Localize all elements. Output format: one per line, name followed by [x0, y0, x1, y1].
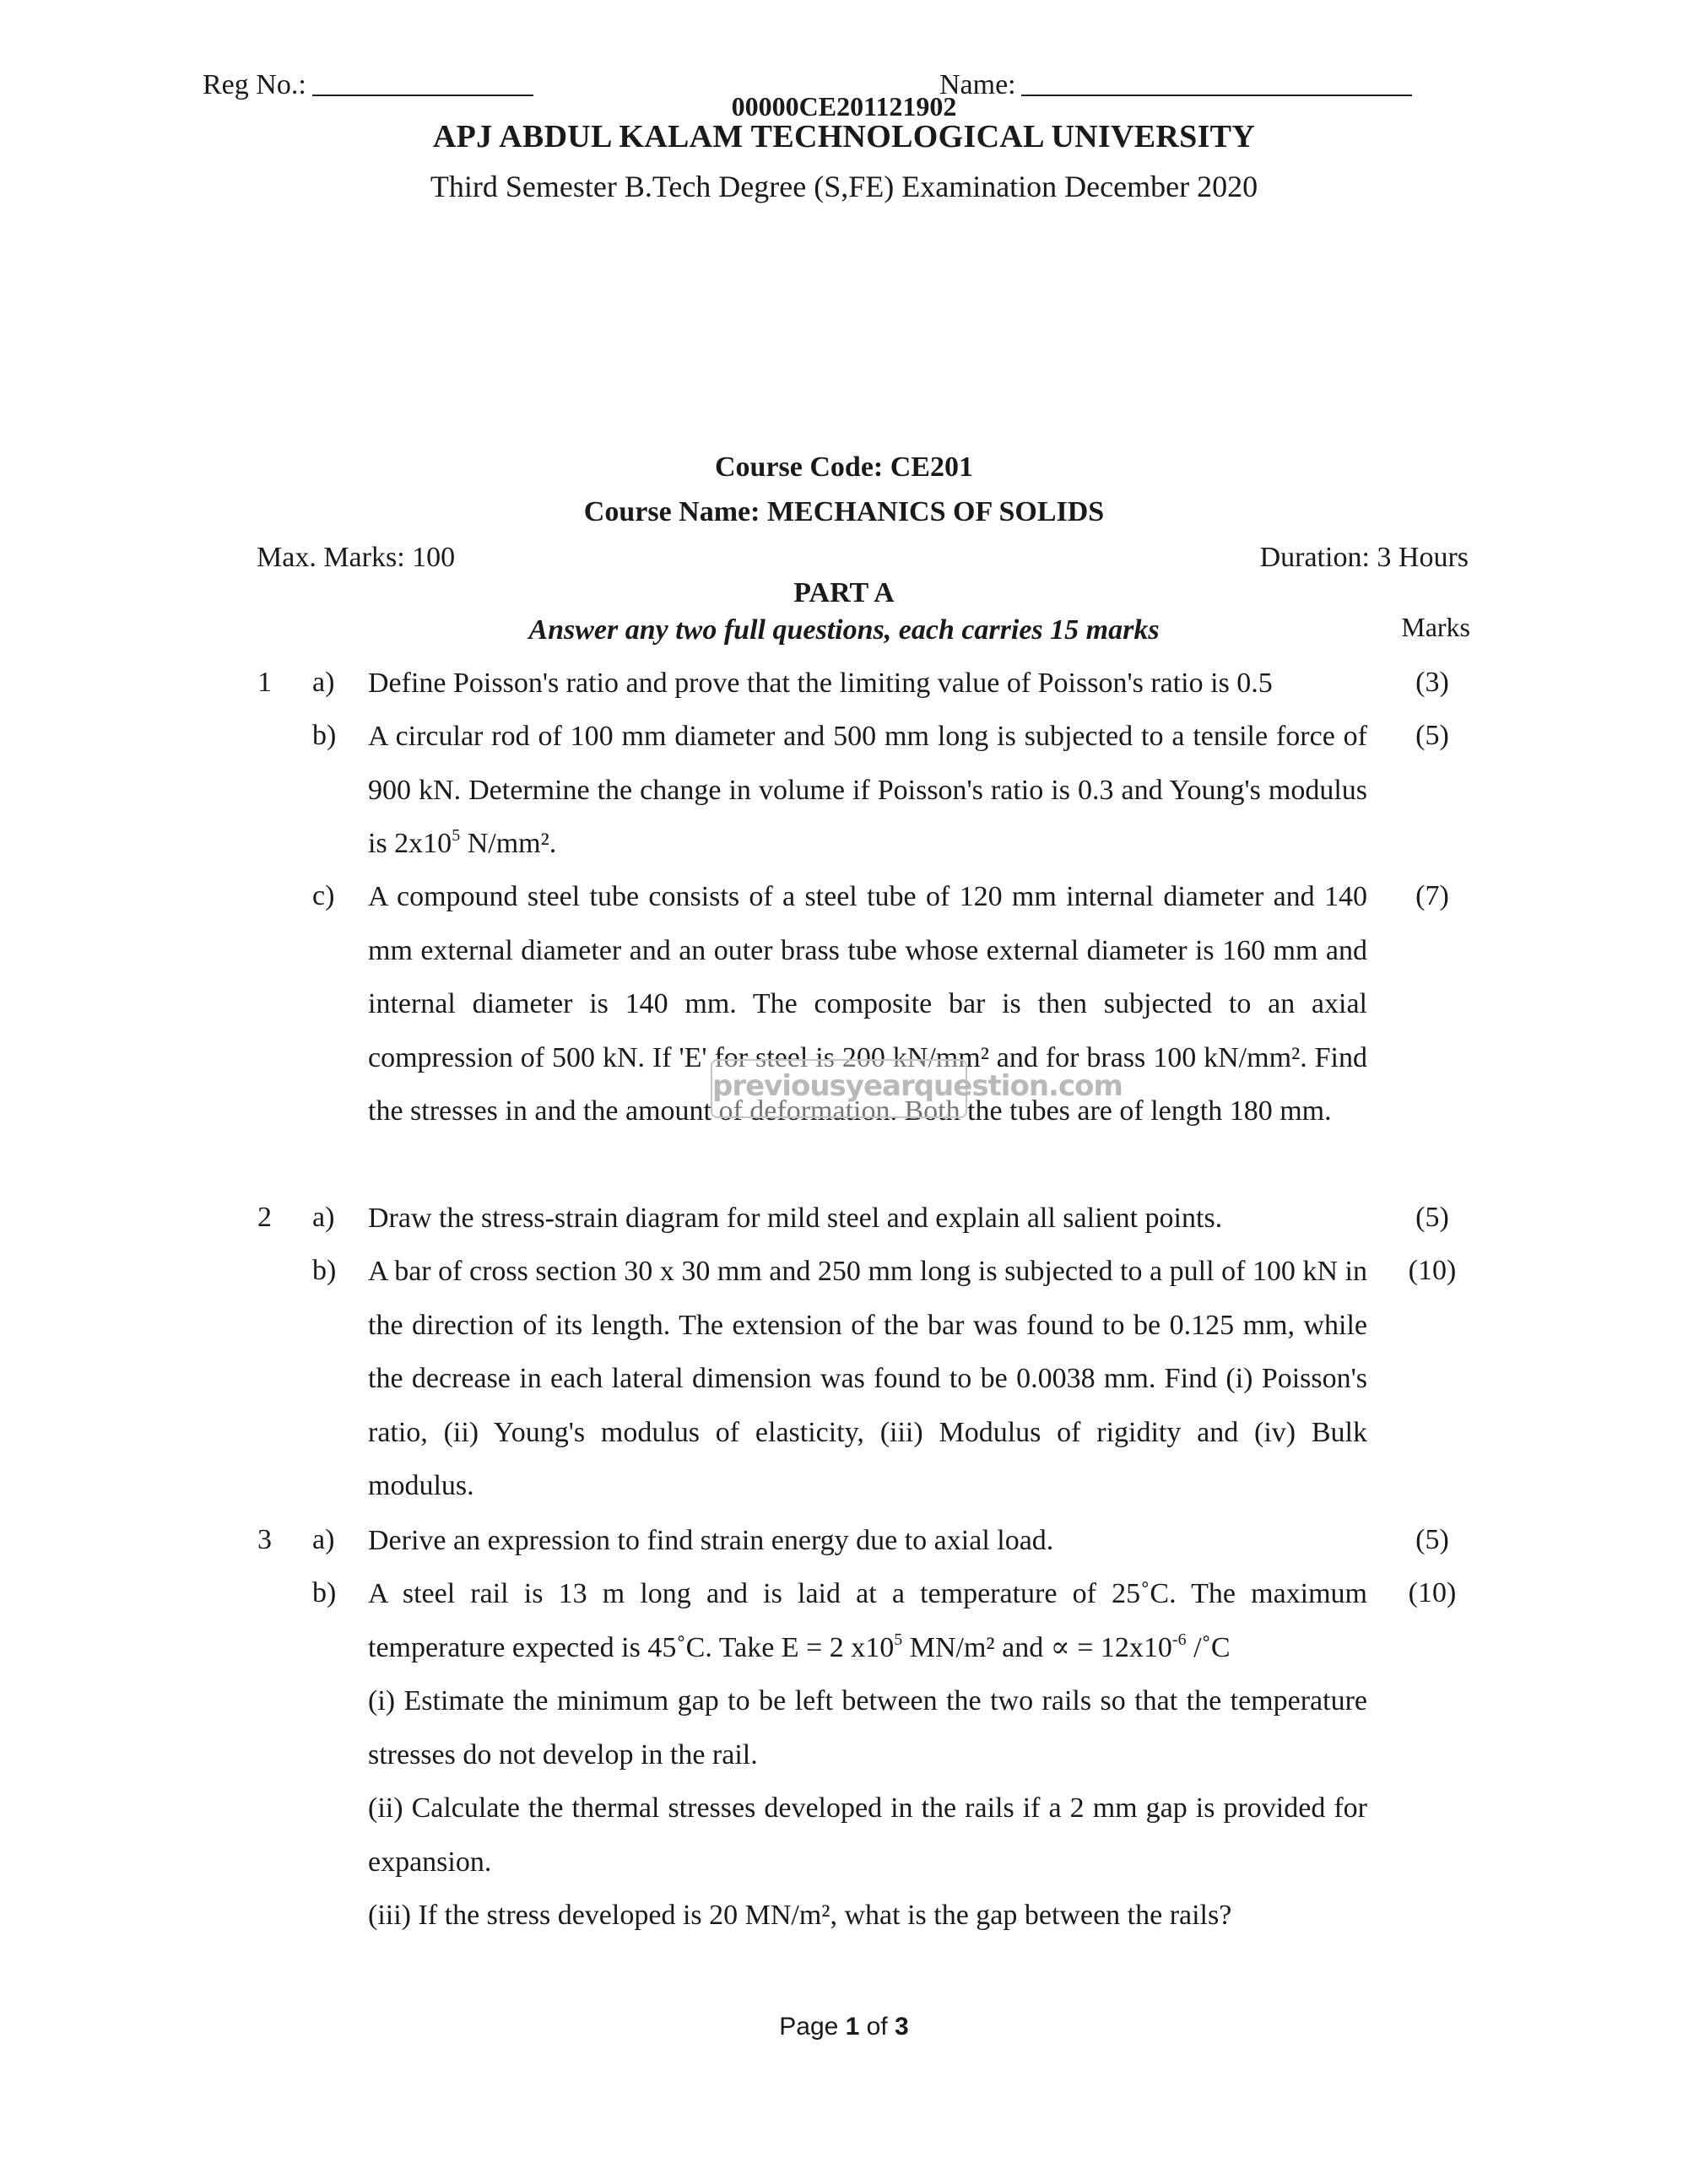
question-1a-marks: (3): [1415, 667, 1449, 698]
question-3b-part-ii: (ii) Calculate the thermal stresses developed in the rails if a 2 mm gap is provided for expansion.: [368, 1792, 1367, 1878]
question-2b-marks: (10): [1408, 1255, 1457, 1286]
question-1b-letter: b): [312, 720, 337, 751]
question-1c-letter: c): [312, 880, 335, 911]
max-marks: Max. Marks: 100: [257, 542, 456, 573]
question-3b-part-i: (i) Estimate the minimum gap to be left between the two rails so that the temperature stresses do not develop in the rail.: [368, 1685, 1367, 1770]
question-3a-text: Derive an expression to find strain energy due to axial load.: [368, 1525, 1054, 1556]
question-3b-letter: b): [312, 1577, 337, 1608]
course-code: Course Code: CE201: [715, 451, 973, 483]
question-1a-letter: a): [312, 667, 335, 698]
question-1b-marks: (5): [1415, 720, 1449, 751]
university-title: APJ ABDUL KALAM TECHNOLOGICAL UNIVERSITY: [432, 119, 1256, 154]
name-label: Name:: [939, 69, 1016, 100]
reg-no-label: Reg No.:: [203, 69, 306, 100]
part-instruction: Answer any two full questions, each carries 15 marks: [528, 614, 1160, 646]
watermark-stamp: previousyearquestion.com: [711, 1059, 967, 1118]
question-2b-letter: b): [312, 1255, 337, 1286]
question-2b-text: A bar of cross section 30 x 30 mm and 250 mm long is subjected to a pull of 100 kN in the direction of its length. The extension of the bar was found to be 0.125 mm, while the decrease in each lateral dimension was found to be 0.0038 mm. Find (i) Poisson's ratio, (ii) Young's modulus of elasticity, (iii) Modulus of rigidity and (iv) Bulk modulus.: [368, 1256, 1367, 1501]
question-1c-text: A compound steel tube consists of a steel tube of 120 mm internal diameter and 140 mm external diameter and an outer brass tube whose external diameter is 160 mm and internal diameter is 140 mm. The composite bar is then subjected to an axial compression of 500 kN. If 'E' for steel is 200 kN/mm² and for brass 100 kN/mm². Find the stresses in and the amount of deformation. Both the tubes are of length 180 mm.: [368, 881, 1367, 1127]
marks-heading: Marks: [1401, 612, 1470, 642]
part-title: PART A: [793, 577, 895, 608]
question-3a-letter: a): [312, 1524, 335, 1555]
course-name: Course Name: MECHANICS OF SOLIDS: [583, 496, 1105, 527]
question-number-1: 1: [257, 667, 272, 698]
question-number-2: 2: [257, 1202, 272, 1233]
question-2a-text: Draw the stress-strain diagram for mild steel and explain all salient points.: [368, 1203, 1223, 1234]
question-3b-marks: (10): [1408, 1577, 1457, 1608]
question-3a-marks: (5): [1415, 1524, 1449, 1555]
question-1a-text: Define Poisson's ratio and prove that the limiting value of Poisson's ratio is 0.5: [368, 668, 1273, 699]
question-1c-marks: (7): [1415, 880, 1449, 911]
question-1b-text: A circular rod of 100 mm diameter and 500 mm long is subjected to a tensile force of 900 kN. Determine the change in volume if Poisson's ratio is 0.3 and Young's modulus is $2x10^5$ N/mm².: [368, 721, 1367, 859]
exam-title: Third Semester B.Tech Degree (S,FE) Examination December 2020: [430, 170, 1258, 203]
duration: Duration: 3 Hours: [1259, 542, 1469, 573]
paper-code: 00000CE201121902: [731, 91, 957, 122]
question-3b-text: A steel rail is 13 m long and is laid at a temperature of 25˚C. The maximum temperature expected is 45˚C. Take E = 2 $x10^5$ MN/m² and ∝ = $12x10^{-6}$ /˚C (i) Estimate the minimum gap to be left between the two rails so that the temperature stresses do not develop in the rail. (ii) Calculate the thermal stresses developed in the rails if a 2 mm gap is provided for expansion. (iii) If the stress developed is 20 MN/m², what is the gap between the rails?: [368, 1567, 1367, 1943]
page-footer: Page 1 of 3: [779, 2013, 909, 2041]
question-number-3: 3: [257, 1524, 272, 1555]
question-2a-letter: a): [312, 1202, 335, 1233]
question-2a-marks: (5): [1415, 1202, 1449, 1233]
question-3b-part-iii: (iii) If the stress developed is 20 MN/m², what is the gap between the rails?: [368, 1900, 1232, 1931]
